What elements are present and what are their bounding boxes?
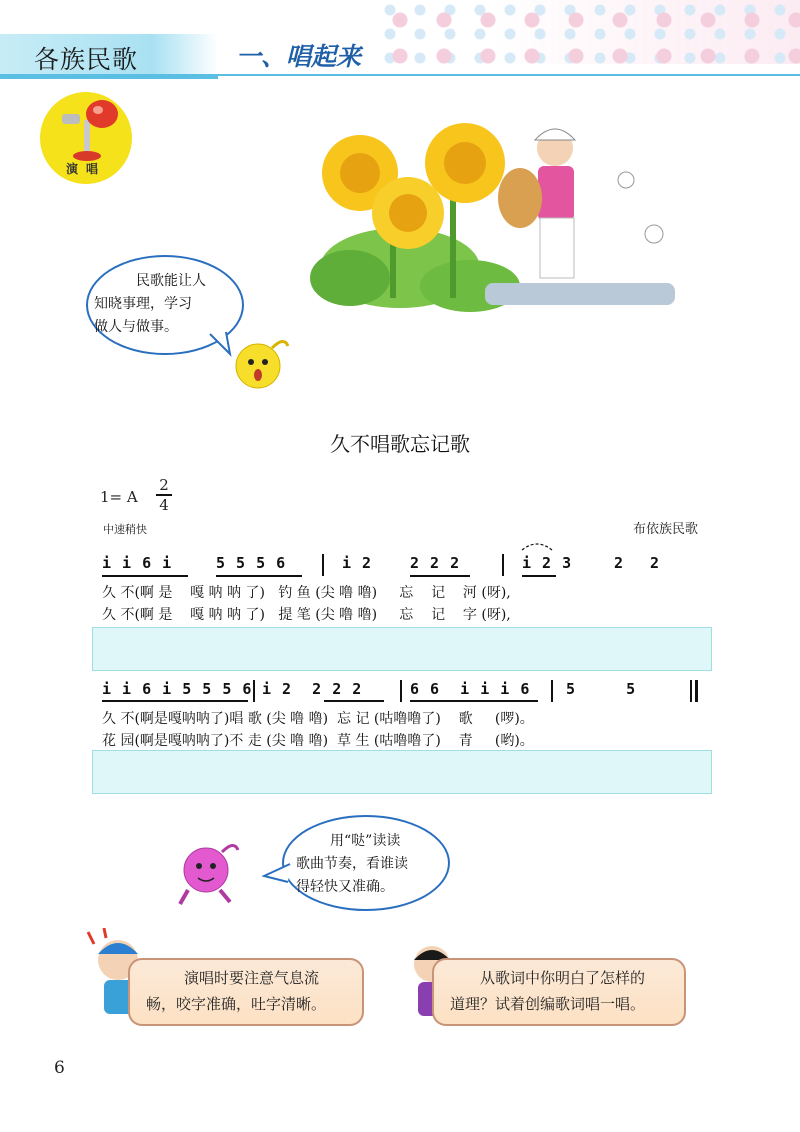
tip-singing-text: 演唱时要注意气息流 畅，咬字准确，吐字清晰。: [146, 969, 327, 1013]
notes-measure-4a: i 2 3: [522, 554, 573, 572]
lyrics-line2-verse1: 久 不(啊是嘎呐呐了)唱 歌 (尖 噜 噜) 忘 记 (咕噜噜了) 歌 (啰)。: [102, 711, 534, 727]
sing-badge: [40, 92, 132, 184]
song-title: 久不唱歌忘记歌: [330, 432, 470, 456]
barline: [253, 680, 255, 702]
page-number: 6: [54, 1058, 65, 1078]
blank-writing-box: [92, 627, 712, 671]
lyrics-line2-verse2: 花 园(啊是嘎呐呐了)不 走 (尖 噜 噜) 草 生 (咕噜噜了) 青 (哟)。: [102, 733, 534, 749]
section-label: 各族民歌: [34, 45, 139, 74]
unit-title: 一、唱起来: [236, 42, 362, 71]
notes-line2-measure-4: 5 5: [566, 680, 637, 698]
slur-mark: [520, 540, 554, 552]
tempo-marking: 中速稍快: [103, 523, 147, 536]
header-divider: [0, 74, 800, 76]
song-origin: 布依族民歌: [632, 522, 698, 537]
notes-measure-3a: i 2: [342, 554, 373, 572]
beam-line: [216, 575, 302, 577]
beam-line: [102, 575, 188, 577]
bubble-top-text: 民歌能让人 知晓事理，学习 做人与做事。: [94, 273, 206, 335]
notes-measure-2: 5 5 5 6: [216, 554, 287, 572]
beam-line: [410, 575, 470, 577]
beam-line: [324, 700, 384, 702]
barline: [502, 554, 504, 576]
lyrics-line1-verse1: 久 不(啊 是 嘎 呐 呐 了) 钓 鱼 (尖 噜 噜) 忘 记 河 (呀),: [102, 585, 511, 601]
yellow-character-icon: [228, 330, 298, 400]
notes-line2-measure-3: 6 6 i i i 6: [410, 680, 531, 698]
bubble-tail: [262, 862, 292, 886]
notes-line2-measure-2: i 2 2 2 2: [262, 680, 363, 698]
pink-character-icon: [168, 838, 248, 908]
header-decoration: [380, 0, 800, 64]
time-signature-top: 2: [159, 476, 169, 494]
notes-measure-1: i i 6 i: [102, 554, 173, 572]
notes-measure-3b: 2 2 2: [410, 554, 461, 572]
notes-measure-4b: 2: [614, 554, 625, 572]
badge-label: 演唱: [65, 162, 106, 176]
final-barline-thick: [695, 680, 698, 702]
barline: [551, 680, 553, 702]
sunflower-girl-illustration: [290, 118, 680, 318]
barline: [400, 680, 402, 702]
beam-line: [102, 700, 248, 702]
final-barline: [690, 680, 692, 702]
tip-lyrics-text: 从歌词中你明白了怎样的 道理？试着创编歌词唱一唱。: [450, 969, 646, 1013]
blank-writing-box: [92, 750, 712, 794]
bubble-mid-text: 用“哒”读读 歌曲节奏，看谁读 得轻快又准确。: [296, 833, 408, 895]
time-signature-bottom: 4: [159, 496, 169, 514]
lyrics-line1-verse2: 久 不(啊 是 嘎 呐 呐 了) 提 笔 (尖 噜 噜) 忘 记 字 (呀),: [102, 607, 511, 623]
barline: [322, 554, 324, 576]
beam-line: [410, 700, 538, 702]
notes-line2-measure-1: i i 6 i 5 5 5 6: [102, 680, 253, 698]
notes-measure-4c: 2: [650, 554, 661, 572]
beam-line: [522, 575, 556, 577]
key-signature: 1= A: [100, 488, 138, 506]
